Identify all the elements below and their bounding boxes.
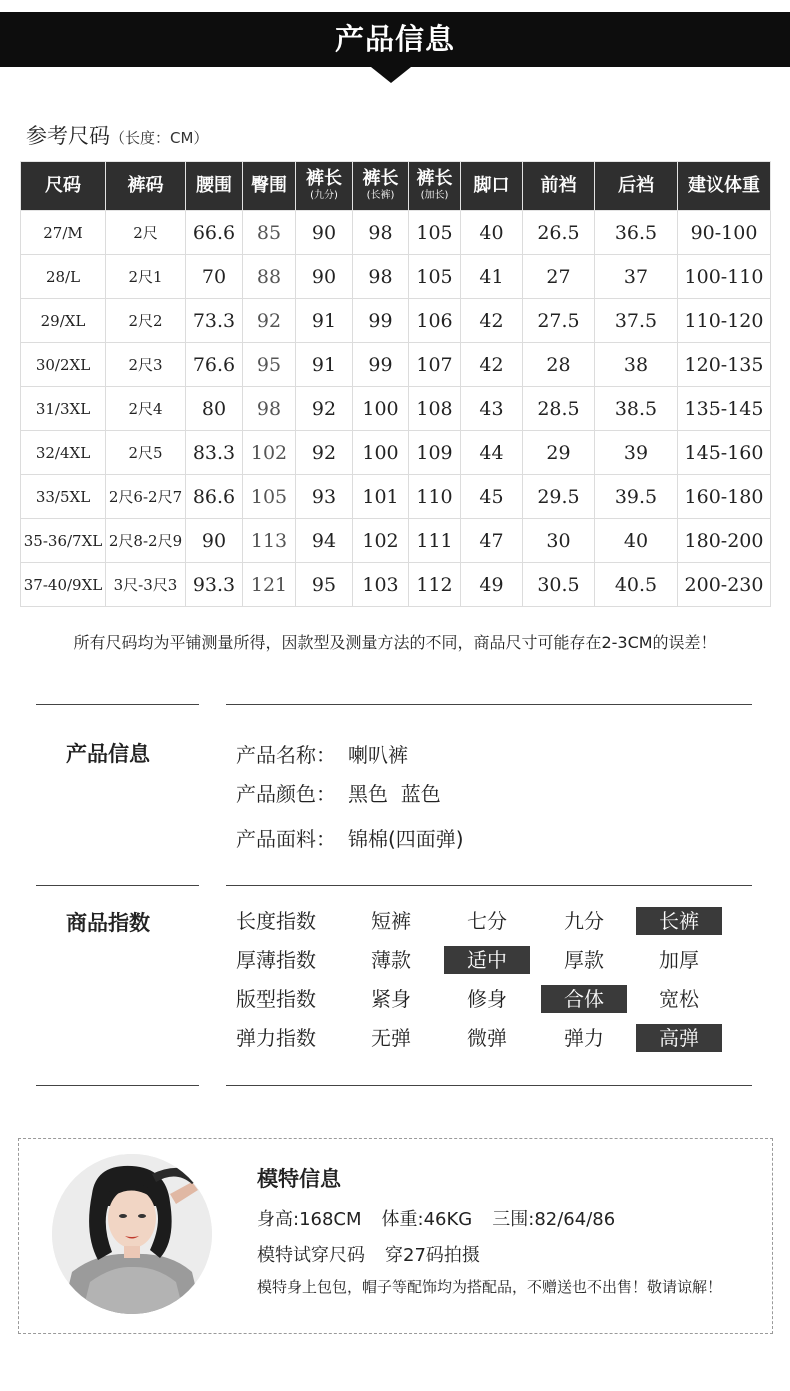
index-option-selected: 长裤 bbox=[636, 907, 722, 935]
model-stats bbox=[257, 1205, 635, 1231]
column-header: 裤长 (加长) bbox=[409, 162, 461, 211]
table-cell: 29.5 bbox=[523, 475, 595, 519]
table-cell: 93 bbox=[296, 475, 353, 519]
table-row bbox=[21, 299, 771, 343]
model-size-value: 穿27码拍摄 bbox=[385, 1245, 480, 1266]
table-cell: 98 bbox=[353, 255, 409, 299]
table-cell: 108 bbox=[409, 387, 461, 431]
table-cell: 110-120 bbox=[678, 299, 771, 343]
table-cell: 91 bbox=[296, 343, 353, 387]
table-cell: 30 bbox=[523, 519, 595, 563]
table-cell: 100 bbox=[353, 387, 409, 431]
index-option: 修身 bbox=[467, 987, 507, 1011]
table-cell: 100-110 bbox=[678, 255, 771, 299]
table-cell: 40.5 bbox=[595, 563, 678, 607]
index-option: 宽松 bbox=[659, 987, 699, 1011]
product-fabric-row bbox=[236, 823, 464, 852]
table-cell: 99 bbox=[353, 299, 409, 343]
table-cell: 37 bbox=[595, 255, 678, 299]
header-banner bbox=[0, 12, 790, 67]
table-cell: 85 bbox=[243, 211, 296, 255]
table-cell: 98 bbox=[353, 211, 409, 255]
divider bbox=[36, 885, 199, 886]
table-cell: 2尺6-2尺7 bbox=[106, 475, 186, 519]
table-cell: 112 bbox=[409, 563, 461, 607]
table-cell: 102 bbox=[243, 431, 296, 475]
table-cell: 47 bbox=[461, 519, 523, 563]
table-cell: 88 bbox=[243, 255, 296, 299]
column-subheader: (九分) bbox=[310, 190, 338, 202]
banner-arrow-icon bbox=[371, 67, 411, 83]
table-cell: 37-40/9XL bbox=[21, 563, 106, 607]
info-key: 产品名称： bbox=[236, 743, 336, 767]
table-cell: 92 bbox=[296, 387, 353, 431]
column-subheader: (长裤) bbox=[366, 190, 395, 202]
column-header: 尺码 bbox=[21, 162, 106, 211]
table-cell: 90 bbox=[296, 211, 353, 255]
index-option-selected: 高弹 bbox=[636, 1024, 722, 1052]
table-cell: 90 bbox=[296, 255, 353, 299]
table-cell: 29 bbox=[523, 431, 595, 475]
table-cell: 2尺8-2尺9 bbox=[106, 519, 186, 563]
table-cell: 33/5XL bbox=[21, 475, 106, 519]
index-option: 微弹 bbox=[467, 1026, 507, 1050]
table-cell: 92 bbox=[296, 431, 353, 475]
table-row bbox=[21, 255, 771, 299]
index-option: 紧身 bbox=[371, 987, 411, 1011]
index-row-label: 弹力指数 bbox=[236, 1026, 316, 1050]
model-size bbox=[257, 1241, 500, 1267]
table-cell: 28 bbox=[523, 343, 595, 387]
index-option: 厚款 bbox=[564, 948, 604, 972]
model-info-title: 模特信息 bbox=[257, 1167, 341, 1191]
table-cell: 145-160 bbox=[678, 431, 771, 475]
table-cell: 49 bbox=[461, 563, 523, 607]
table-row bbox=[21, 475, 771, 519]
table-cell: 42 bbox=[461, 343, 523, 387]
table-cell: 32/4XL bbox=[21, 431, 106, 475]
table-cell: 38.5 bbox=[595, 387, 678, 431]
column-header: 裤码 bbox=[106, 162, 186, 211]
table-cell: 44 bbox=[461, 431, 523, 475]
model-height: 身高:168CM bbox=[257, 1209, 362, 1230]
column-header: 脚口 bbox=[461, 162, 523, 211]
column-header: 前裆 bbox=[523, 162, 595, 211]
info-key: 产品颜色： bbox=[236, 782, 336, 806]
table-cell: 45 bbox=[461, 475, 523, 519]
table-cell: 43 bbox=[461, 387, 523, 431]
index-row-label: 长度指数 bbox=[236, 909, 316, 933]
index-row-label: 版型指数 bbox=[236, 987, 316, 1011]
table-cell: 76.6 bbox=[186, 343, 243, 387]
table-cell: 160-180 bbox=[678, 475, 771, 519]
product-color-row bbox=[236, 778, 441, 807]
table-cell: 94 bbox=[296, 519, 353, 563]
table-cell: 101 bbox=[353, 475, 409, 519]
size-chart-unit: （长度：CM） bbox=[110, 129, 209, 147]
index-row-label: 厚薄指数 bbox=[236, 948, 316, 972]
divider bbox=[226, 704, 752, 705]
table-cell: 98 bbox=[243, 387, 296, 431]
table-cell: 70 bbox=[186, 255, 243, 299]
divider bbox=[36, 1085, 199, 1086]
table-cell: 27.5 bbox=[523, 299, 595, 343]
table-row bbox=[21, 431, 771, 475]
index-option: 弹力 bbox=[564, 1026, 604, 1050]
table-cell: 120-135 bbox=[678, 343, 771, 387]
table-cell: 29/XL bbox=[21, 299, 106, 343]
table-cell: 90-100 bbox=[678, 211, 771, 255]
table-cell: 102 bbox=[353, 519, 409, 563]
index-option: 短裤 bbox=[371, 909, 411, 933]
index-option: 九分 bbox=[564, 909, 604, 933]
table-cell: 41 bbox=[461, 255, 523, 299]
product-index-label: 商品指数 bbox=[66, 911, 150, 935]
table-cell: 36.5 bbox=[595, 211, 678, 255]
index-option-selected: 适中 bbox=[444, 946, 530, 974]
table-cell: 40 bbox=[461, 211, 523, 255]
measurement-note: 所有尺码均为平铺测量所得，因款型及测量方法的不同，商品尺寸可能存在2-3CM的误差！ bbox=[73, 633, 717, 652]
info-value: 黑色 蓝色 bbox=[348, 782, 441, 806]
model-measurements: 三围:82/64/86 bbox=[492, 1209, 616, 1230]
table-cell: 30/2XL bbox=[21, 343, 106, 387]
table-cell: 105 bbox=[243, 475, 296, 519]
table-cell: 105 bbox=[409, 255, 461, 299]
table-cell: 105 bbox=[409, 211, 461, 255]
divider bbox=[226, 1085, 752, 1086]
table-row bbox=[21, 211, 771, 255]
table-cell: 39 bbox=[595, 431, 678, 475]
table-cell: 28.5 bbox=[523, 387, 595, 431]
table-cell: 2尺5 bbox=[106, 431, 186, 475]
table-cell: 99 bbox=[353, 343, 409, 387]
table-cell: 80 bbox=[186, 387, 243, 431]
column-header: 后裆 bbox=[595, 162, 678, 211]
index-option: 无弹 bbox=[371, 1026, 411, 1050]
size-chart-heading bbox=[26, 120, 208, 150]
table-row bbox=[21, 563, 771, 607]
table-cell: 26.5 bbox=[523, 211, 595, 255]
table-cell: 100 bbox=[353, 431, 409, 475]
column-header: 裤长 (长裤) bbox=[353, 162, 409, 211]
table-cell: 110 bbox=[409, 475, 461, 519]
table-cell: 92 bbox=[243, 299, 296, 343]
table-cell: 86.6 bbox=[186, 475, 243, 519]
model-size-label: 模特试穿尺码 bbox=[257, 1245, 365, 1266]
table-cell: 35-36/7XL bbox=[21, 519, 106, 563]
size-table-header bbox=[21, 162, 771, 211]
table-cell: 95 bbox=[296, 563, 353, 607]
table-cell: 135-145 bbox=[678, 387, 771, 431]
size-chart-title: 参考尺码 bbox=[26, 124, 110, 148]
table-cell: 103 bbox=[353, 563, 409, 607]
table-cell: 2尺 bbox=[106, 211, 186, 255]
table-cell: 38 bbox=[595, 343, 678, 387]
model-portrait-icon bbox=[52, 1154, 212, 1314]
table-row bbox=[21, 519, 771, 563]
index-option: 加厚 bbox=[659, 948, 699, 972]
table-cell: 42 bbox=[461, 299, 523, 343]
info-value: 喇叭裤 bbox=[348, 743, 408, 767]
table-cell: 27 bbox=[523, 255, 595, 299]
column-subheader: (加长) bbox=[420, 190, 449, 202]
column-header: 腰围 bbox=[186, 162, 243, 211]
table-cell: 2尺2 bbox=[106, 299, 186, 343]
table-cell: 2尺4 bbox=[106, 387, 186, 431]
table-cell: 180-200 bbox=[678, 519, 771, 563]
table-cell: 200-230 bbox=[678, 563, 771, 607]
table-cell: 121 bbox=[243, 563, 296, 607]
size-table bbox=[20, 161, 771, 607]
table-cell: 83.3 bbox=[186, 431, 243, 475]
index-option: 七分 bbox=[467, 909, 507, 933]
model-accessory-note: 模特身上包包，帽子等配饰均为搭配品，不赠送也不出售！敬请谅解！ bbox=[257, 1278, 723, 1296]
index-option-selected: 合体 bbox=[541, 985, 627, 1013]
model-avatar bbox=[52, 1154, 212, 1314]
info-key: 产品面料： bbox=[236, 827, 336, 851]
table-cell: 113 bbox=[243, 519, 296, 563]
table-cell: 111 bbox=[409, 519, 461, 563]
column-header: 臀围 bbox=[243, 162, 296, 211]
column-header: 建议体重 bbox=[678, 162, 771, 211]
divider bbox=[36, 704, 199, 705]
table-cell: 95 bbox=[243, 343, 296, 387]
product-name-row bbox=[236, 739, 408, 768]
table-cell: 2尺1 bbox=[106, 255, 186, 299]
table-cell: 91 bbox=[296, 299, 353, 343]
table-cell: 90 bbox=[186, 519, 243, 563]
table-cell: 40 bbox=[595, 519, 678, 563]
table-cell: 39.5 bbox=[595, 475, 678, 519]
info-value: 锦棉(四面弹) bbox=[348, 827, 464, 851]
table-cell: 27/M bbox=[21, 211, 106, 255]
table-cell: 106 bbox=[409, 299, 461, 343]
table-cell: 66.6 bbox=[186, 211, 243, 255]
table-cell: 31/3XL bbox=[21, 387, 106, 431]
table-cell: 37.5 bbox=[595, 299, 678, 343]
table-cell: 28/L bbox=[21, 255, 106, 299]
column-header: 裤长 (九分) bbox=[296, 162, 353, 211]
banner-title: 产品信息 bbox=[334, 22, 455, 56]
divider bbox=[226, 885, 752, 886]
table-cell: 109 bbox=[409, 431, 461, 475]
table-cell: 73.3 bbox=[186, 299, 243, 343]
table-cell: 107 bbox=[409, 343, 461, 387]
table-cell: 93.3 bbox=[186, 563, 243, 607]
table-row bbox=[21, 387, 771, 431]
product-info-label: 产品信息 bbox=[66, 742, 150, 766]
table-cell: 3尺-3尺3 bbox=[106, 563, 186, 607]
table-row bbox=[21, 343, 771, 387]
table-cell: 2尺3 bbox=[106, 343, 186, 387]
index-option: 薄款 bbox=[371, 948, 411, 972]
table-cell: 30.5 bbox=[523, 563, 595, 607]
model-weight: 体重:46KG bbox=[381, 1209, 473, 1230]
